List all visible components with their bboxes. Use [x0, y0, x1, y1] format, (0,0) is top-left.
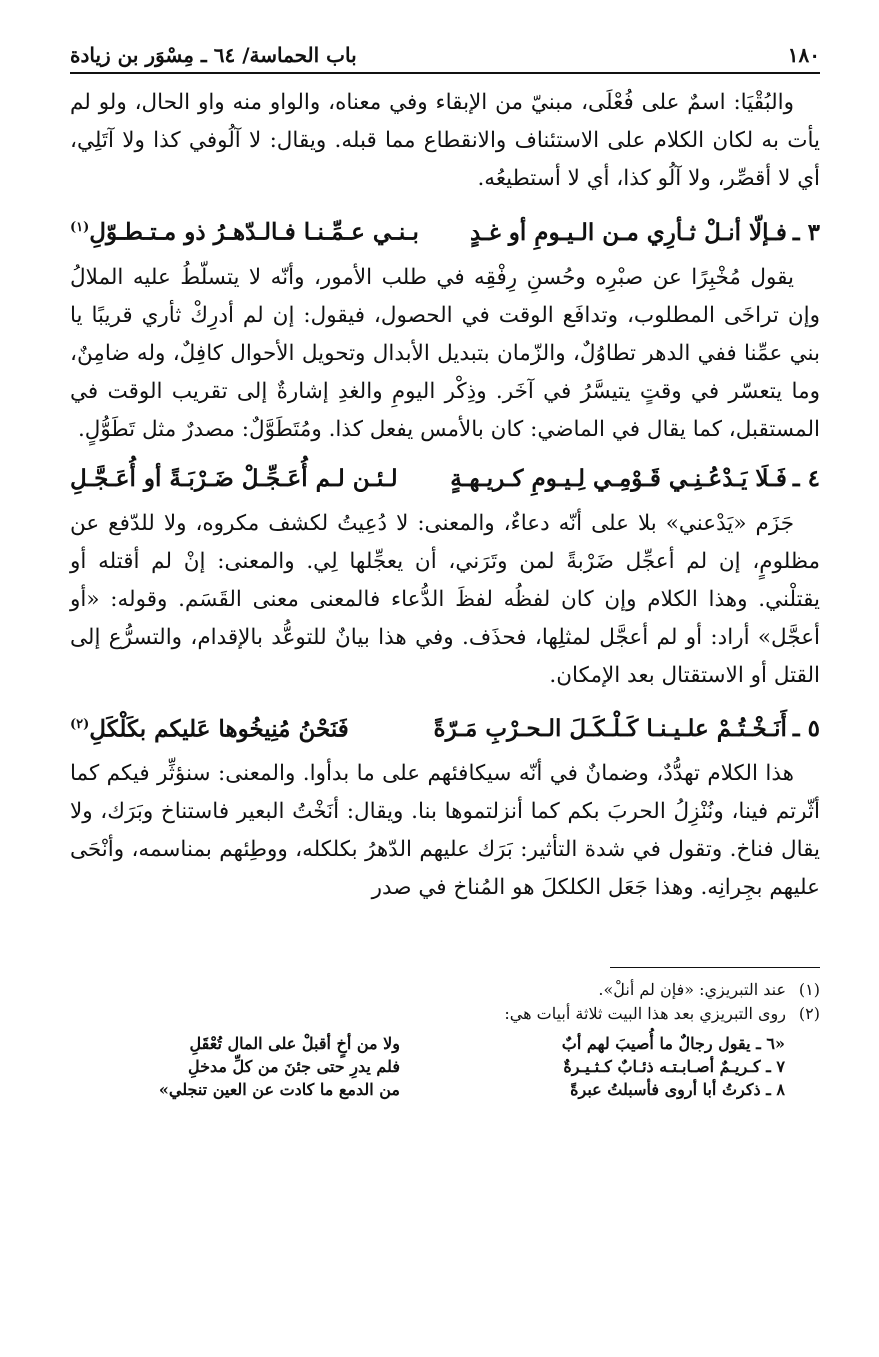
verse-4: [70, 459, 820, 499]
verse-3: [70, 208, 820, 253]
footnote-2: [70, 1002, 820, 1026]
book-page: [70, 40, 820, 1101]
verse-number: ٤ ـ: [792, 464, 820, 492]
footnote-ref: (٢): [70, 716, 90, 732]
footnote-rule: [610, 967, 820, 968]
footnote-verse-second: فلم يدرِ حتى جئنَ من كلِّ مدخلِ: [187, 1057, 400, 1077]
verse-5: [70, 705, 820, 750]
footnote-verse: [70, 1032, 820, 1055]
verse-hemistich-1: فـإلّا أنـلْ ثـأرِي مـن الـيـومِ أو غـدٍ: [469, 218, 787, 246]
verse-hemistich-1: أَنَـخْـتُـمْ علـيـنـا كَـلْـكَـلَ الـحـرْبِ مَـرّةً: [433, 715, 787, 743]
commentary-4: جَزَم «يَدْعني» بلا على أنّه دعاءٌ، والمعنى: لا دُعِيتُ لكشف مكروه، ولا للدّفع عن مظلومٍ، إن لم أعجِّل ضَرْبةً لمن وتَرَني، أن يعجِّلها لِي. والمعنى: إنْ لم أقتله أو يقتلْني. وهذا الكلام وإن كان لفظُه لفظَ الدُّعاء فالمعنى معنى القَسَم. وقوله: «أو أعجَّل» أراد: أو لم أعجَّل لمثلِها، فحذَف. وفي هذا بيانٌ للتوعُّد بالإقدام، والتسرُّع إلى القتل أو الاستقتال بعد الإمكان.: [70, 510, 820, 688]
footnote-verse-first: «٦ ـ يقول رجالٌ ما أُصيبَ لهم أبٌ: [561, 1034, 785, 1054]
verse-hemistich-2: بـنـي عـمِّـنـا فـالـدّهـرُ ذو مـتـطـوّلِ: [89, 218, 419, 246]
footnote-1: [70, 978, 820, 1002]
running-title: باب الحماسة/ ٦٤ ـ مِسْوَر بن زيادة: [70, 43, 357, 67]
footnote-marker: (٢): [798, 1004, 820, 1024]
footnote-marker: (١): [798, 980, 820, 1000]
verse-hemistich-2: لـئـن لـم أُعَـجِّـلْ ضَـرْبَـةً أو أُعَـجَّـلِ: [70, 464, 398, 492]
page-header: [70, 40, 820, 70]
verse-hemistich-1: فَـلَا يَـدْعُـنِـي قَـوْمِـي لِـيـومِ كـريـهـةٍ: [450, 464, 787, 492]
header-rule: [70, 72, 820, 74]
footnote-text: روى التبريزي بعد هذا البيت ثلاثة أبيات هي:: [504, 1004, 786, 1024]
verse-hemistich-2: فَنَحْنُ مُنِيخُوها عَليكم بكَلْكَلِ: [89, 715, 349, 743]
footnote-verse-second: ولا من أخٍ أقبلْ على المال تُعْقَلِ: [189, 1034, 400, 1054]
footnote-verse-first: ٧ ـ كـريـمٌ أصـابـتـه ذئـابٌ كـثـيـرةٌ: [563, 1057, 785, 1077]
footnote-verse-second: من الدمع ما كادت عن العين تنجلي»: [158, 1080, 400, 1100]
footnote-text: عند التبريزي: «فإن لم أنلْ».: [598, 980, 786, 1000]
verse-number: ٣ ـ: [792, 218, 820, 246]
footnote-verse: [70, 1078, 820, 1101]
intro-paragraph: والبُقْيَا: اسمٌ على فُعْلَى، مبنيّ من الإبقاء وفي معناه، والواو منه واو الحال، ولو لم يأت به لكان الكلام على الاستئناف والانقطاع مما قبله. ويقال: لا آلُوفي كذا ولا آتَلِي، أي لا أقصِّر، ولا آلُو كذا، أي لا أستطيعُه.: [70, 90, 820, 191]
footnote-verses: [70, 1032, 820, 1101]
footnote-verse: [70, 1055, 820, 1078]
commentary-5: هذا الكلام تهدُّدٌ، وضمانٌ في أنّه سيكافئهم على ما بدأوا. والمعنى: سنؤثِّر فيكم كما أثّرتم فينا، ونُنْزِلُ الحربَ بكم كما أنزلتموها بنا. ويقال: أنَخْتُ البعير فاستناخ وبَرَك، ولا يقال فناخ. وتقول في شدة التأثير: بَرَك عليهم الدّهرُ بكلكله، ووطِئهم بمناسمه، وأنْحَى عليهم بجِرانِه. وهذا جَعَل الكلكلَ هو المُناخ في صدر: [70, 761, 820, 901]
footnote-ref: (١): [70, 220, 90, 235]
footnote-verse-first: ٨ ـ ذكرتُ أبا أروى فأسبلتُ عبرةً: [570, 1080, 785, 1100]
commentary-3: يقول مُخْبِرًا عن صبْرِه وحُسنِ رِفْقِه في طلب الأمور، وأنّه لا يتسلّطُ عليه الملالُ وإن تراخَى المطلوب، وتدافَع الوقت في الحصول، فيقول: إن لم أدرِكْ ثأري قريبًا يا بني عمِّنا ففي الدهر تطاوُلٌ، والزّمان بتبديل الأبدال وتحويل الأحوال كافِلٌ، وله ضامِنٌ، وما يتعسّر في وقتٍ يتيسَّرُ في آخَر. وذِكْر اليومِ والغدِ إشارةٌ إلى تقريب الوقت في المستقبل، كما يقال في الماضي: كان بالأمس يفعل كذا. ومُتَطَوَّلٌ: مصدرٌ مثل تَطَوُّلٍ.: [70, 264, 820, 442]
page-number: ١٨٠: [787, 43, 820, 67]
verse-number: ٥ ـ: [792, 715, 820, 743]
